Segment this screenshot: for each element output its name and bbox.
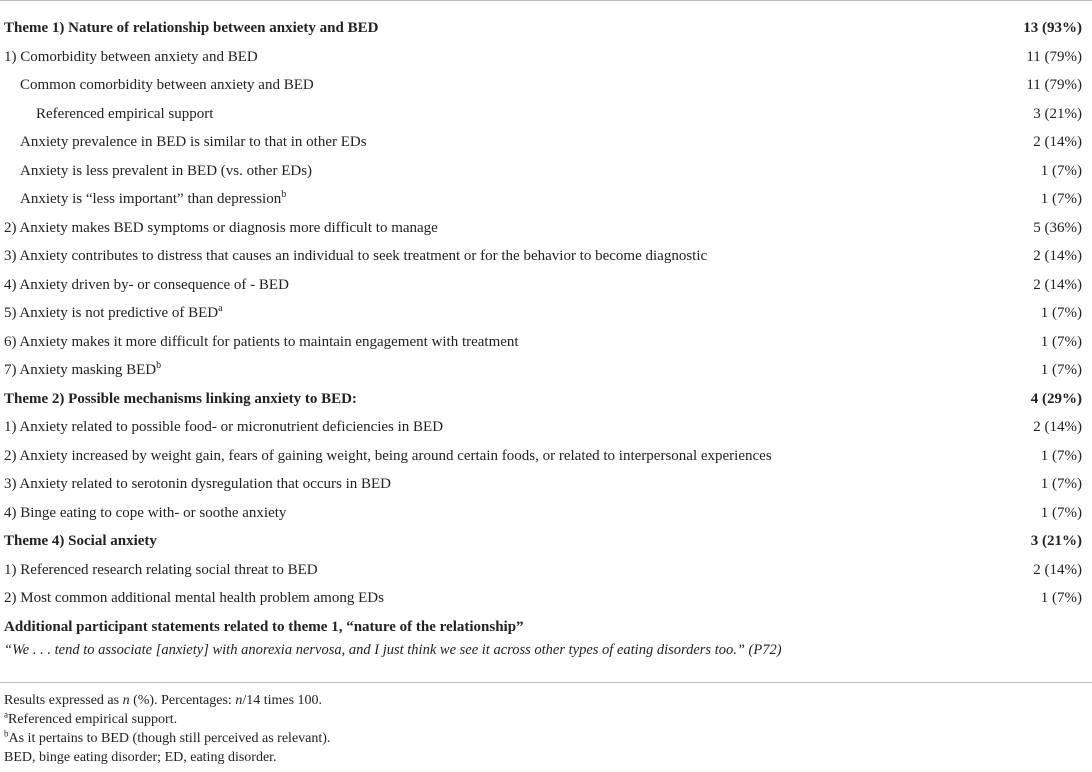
table-row — [0, 299, 1092, 327]
table-row — [0, 413, 1092, 441]
footnote-results: Results expressed as n (%). Percentages: n/14 times 100. — [4, 693, 323, 708]
row-label: 2) Most common additional mental health problem among EDs — [4, 590, 384, 606]
row-label: 1) Referenced research relating social threat to BED — [4, 561, 318, 578]
footnote-b: $^b$As it pertains to BED (though still perceived as relevant). — [4, 728, 331, 746]
row-label: Theme 4) Social anxiety — [4, 533, 157, 549]
row-value: 2 (14%) — [1033, 276, 1082, 293]
row-label: 1) Comorbidity between anxiety and BED — [4, 48, 258, 65]
row-value: 4 (29%) — [1030, 390, 1082, 407]
row-label: Additional participant statements related to theme 1, “nature of the relationship” — [4, 618, 524, 635]
table-row — [0, 185, 1092, 213]
row-value: 3 (21%) — [1030, 533, 1082, 549]
table-row — [0, 242, 1092, 270]
table-row — [0, 470, 1092, 498]
table-row — [0, 442, 1092, 470]
row-value: 1 (7%) — [1040, 362, 1082, 378]
row-label: Anxiety is “less important” than depression$^b$ — [20, 189, 287, 207]
footnote-a: $^a$Referenced empirical support. — [4, 709, 178, 727]
row-value: 2 (14%) — [1033, 248, 1082, 264]
footnote-abbreviations: BED, binge eating disorder; ED, eating disorder. — [4, 750, 277, 765]
row-label: Anxiety is less prevalent in BED (vs. other EDs) — [20, 162, 313, 179]
table-row — [0, 328, 1092, 356]
table-row — [0, 271, 1092, 299]
row-value: 13 (93%) — [1023, 20, 1082, 36]
table-row — [0, 128, 1092, 156]
row-value: 5 (36%) — [1033, 219, 1082, 236]
row-value: 1 (7%) — [1040, 476, 1082, 492]
row-value: 1 (7%) — [1040, 305, 1082, 321]
table-row — [0, 100, 1092, 128]
footnote-marker: b — [281, 189, 287, 200]
row-value: 11 (79%) — [1026, 77, 1082, 93]
row-value: 3 (21%) — [1033, 105, 1082, 122]
footnote-marker: b — [156, 360, 162, 371]
table-top-rule — [0, 0, 1092, 1]
row-label: Common comorbidity between anxiety and BED — [20, 77, 314, 93]
row-value: 1 (7%) — [1040, 333, 1082, 350]
row-label: 7) Anxiety masking BED$^b$ — [4, 360, 162, 378]
row-value: 1 (7%) — [1040, 162, 1082, 179]
row-value: 2 (14%) — [1033, 419, 1082, 435]
theme-row — [0, 613, 1092, 641]
table-row — [0, 43, 1092, 71]
row-value: 2 (14%) — [1033, 561, 1082, 578]
theme-row — [0, 385, 1092, 413]
table-row — [0, 584, 1092, 612]
row-value: 2 (14%) — [1033, 134, 1082, 150]
row-label: Referenced empirical support — [36, 105, 214, 122]
table-row — [0, 556, 1092, 584]
row-label: 6) Anxiety makes it more difficult for patients to maintain engagement with treatment — [4, 333, 519, 350]
row-value: 1 (7%) — [1040, 504, 1082, 521]
row-label: 3) Anxiety contributes to distress that causes an individual to seek treatment or for the behavior to become diagnostic — [4, 248, 708, 264]
row-label: 2) Anxiety increased by weight gain, fears of gaining weight, being around certain foods, or related to interpersonal experiences — [4, 447, 772, 464]
row-label: 4) Anxiety driven by- or consequence of - BED — [4, 276, 289, 293]
row-label: Theme 2) Possible mechanisms linking anxiety to BED: — [4, 390, 357, 407]
footnote-marker: a — [218, 303, 223, 314]
participant-quote: “We . . . tend to associate [anxiety] with anorexia nervosa, and I just think we see it across other types of eating disorders too.” (P72) — [4, 642, 782, 658]
row-value: 1 (7%) — [1040, 191, 1082, 207]
row-label: 5) Anxiety is not predictive of BED$^a$ — [4, 303, 223, 321]
table-row — [0, 214, 1092, 242]
theme-row — [0, 527, 1092, 555]
table-row — [0, 499, 1092, 527]
row-label: 2) Anxiety makes BED symptoms or diagnosis more difficult to manage — [4, 219, 438, 236]
row-value: 1 (7%) — [1040, 590, 1082, 606]
row-value: 1 (7%) — [1040, 447, 1082, 464]
table-bottom-rule — [0, 682, 1092, 683]
table-row — [0, 71, 1092, 99]
row-value: 11 (79%) — [1026, 48, 1082, 65]
row-label: Theme 1) Nature of relationship between anxiety and BED — [4, 20, 379, 36]
table-row — [0, 356, 1092, 384]
row-label: 3) Anxiety related to serotonin dysregulation that occurs in BED — [4, 476, 391, 492]
row-label: 1) Anxiety related to possible food- or micronutrient deficiencies in BED — [4, 419, 444, 435]
row-label: Anxiety prevalence in BED is similar to that in other EDs — [20, 134, 367, 150]
theme-row — [0, 14, 1092, 42]
row-label: 4) Binge eating to cope with- or soothe anxiety — [4, 504, 287, 521]
table-row — [0, 157, 1092, 185]
